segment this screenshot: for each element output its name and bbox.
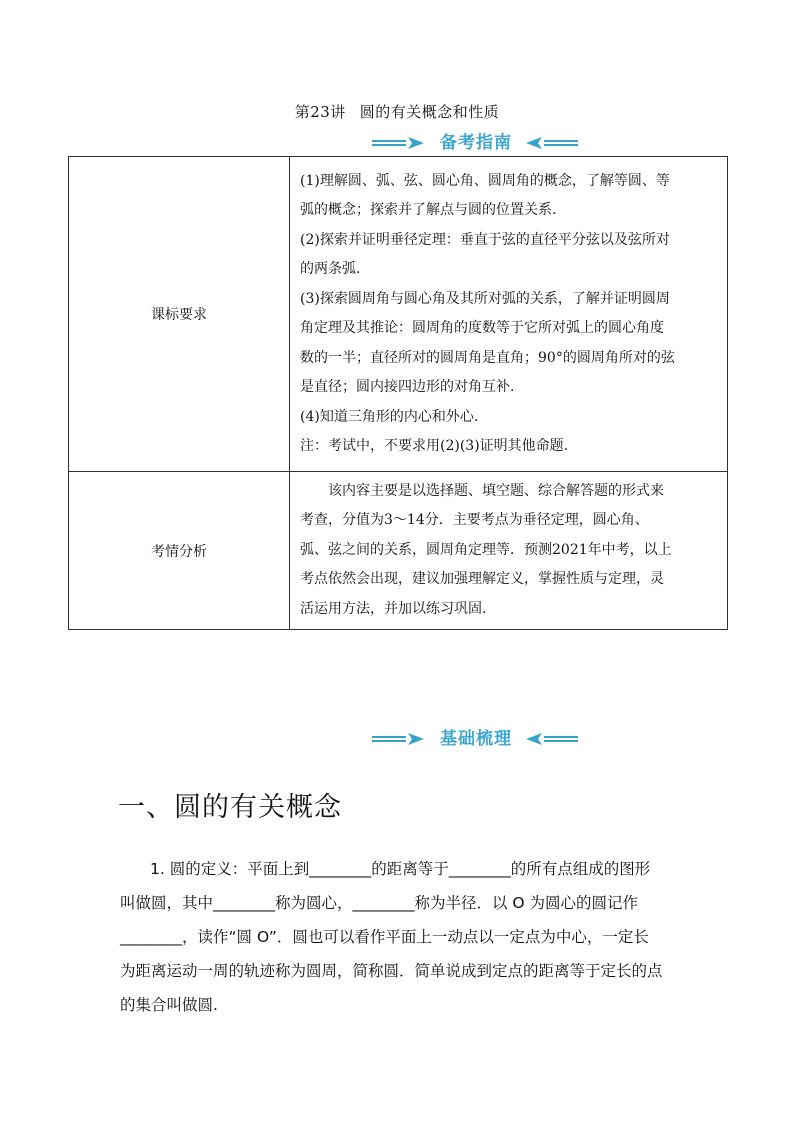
banner-exam-guide-text: 备考指南 (440, 133, 512, 153)
requirements-table (68, 156, 728, 630)
content-line: 考查，分值为3～14分．主要考点为垂径定理，圆心角、 (300, 512, 649, 529)
table-row-analysis (69, 472, 728, 630)
paragraph-line: 的集合叫做圆. (120, 996, 218, 1014)
content-line: 该内容主要是以选择题、填空题、综合解答题的形式来 (328, 482, 664, 499)
lecture-title (0, 101, 794, 122)
banner-basics (0, 727, 794, 751)
banner-right-arrow-icon (524, 727, 578, 751)
content-line: 考点依然会出现，建议加强理解定义，掌握性质与定理，灵 (300, 571, 664, 588)
paragraph-line: ________，读作“圆 O”．圆也可以看作平面上一动点以一定点为中心，一定长 (120, 928, 649, 946)
content-line: (4)知道三角形的内心和外心. (300, 408, 479, 425)
content-line: 角定理及其推论：圆周角的度数等于它所对弧上的圆心角度 (300, 320, 664, 336)
row-content-analysis (290, 472, 728, 630)
banner-basics-text: 基础梳理 (440, 729, 512, 749)
content-line: (2)探索并证明垂径定理：垂直于弦的直径平分弦以及弦所对 (300, 231, 670, 248)
content-line: 是直径；圆内接四边形的对角互补. (300, 379, 515, 395)
section-heading: 一、圆的有关概念 (118, 792, 342, 823)
content-line: 弧的概念；探索并了解点与圆的位置关系. (300, 202, 557, 218)
paragraph-line: 1. 圆的定义：平面上到________的距离等于________的所有点组成的图形 (150, 860, 651, 878)
paragraph-line: 叫做圆，其中________称为圆心，________称为半径．以 O 为圆心的圆记作 (120, 894, 639, 912)
content-line: 数的一半；直径所对的圆周角是直角；90°的圆周角所对的弦 (300, 349, 675, 366)
content-line: 注：考试中，不要求用(2)(3)证明其他命题. (300, 438, 569, 454)
row-content-curriculum (290, 157, 728, 472)
row-label-analysis: 考情分析 (69, 472, 290, 630)
content-line: (3)探索圆周角与圆心角及其所对弧的关系，了解并证明圆周 (300, 290, 670, 307)
content-line: 弧、弦之间的关系，圆周角定理等．预测2021年中考，以上 (300, 541, 672, 558)
lecture-number: 第23讲 (294, 103, 346, 121)
content-line: 的两条弧. (300, 261, 361, 277)
lecture-topic: 圆的有关概念和性质 (359, 103, 500, 121)
table-row-curriculum (69, 157, 728, 472)
content-line: 活运用方法，并加以练习巩固. (300, 600, 487, 617)
row-label-curriculum: 课标要求 (69, 157, 290, 472)
banner-exam-guide (0, 131, 794, 155)
paragraph-line: 为距离运动一周的轨迹称为圆周，简称圆．简单说成到定点的距离等于定长的点 (120, 962, 663, 980)
definition-paragraph (120, 852, 700, 1022)
banner-right-arrow-icon (524, 131, 578, 155)
content-line: (1)理解圆、弧、弦、圆心角、圆周角的概念，了解等圆、等 (300, 172, 670, 189)
